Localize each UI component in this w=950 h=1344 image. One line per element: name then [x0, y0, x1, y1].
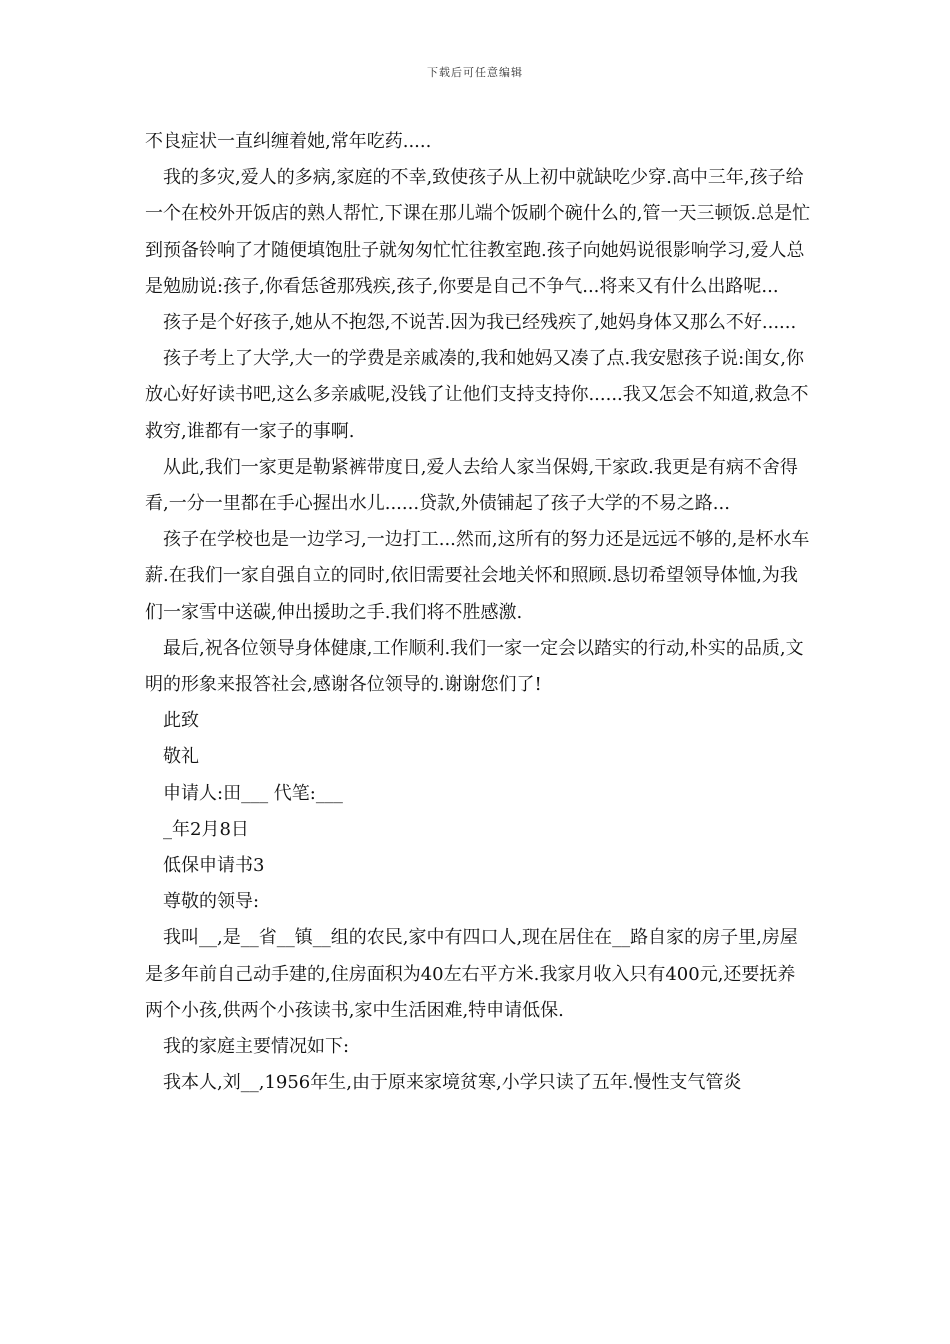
paragraph-7: 最后,祝各位领导身体健康,工作顺利.我们一家一定会以踏实的行动,朴实的品质,文明的形象来报答社会,感谢各位领导的.谢谢您们了! [145, 637, 804, 696]
paragraph-self: 我本人,刘__,1956年生,由于原来家境贫寒,小学只读了五年.慢性支气管炎 [163, 1072, 742, 1094]
paragraph-4: 孩子考上了大学,大一的学费是亲戚凑的,我和她妈又凑了点.我安慰孩子说:闺女,你放心好好读书吧,这么多亲戚呢,没钱了让他们支持支持你......我又怎会不知道,救急不救穷,谁都有一家子的事啊. [145, 348, 809, 442]
paragraph-3: 孩子是个好孩子,她从不抱怨,不说苦.因为我已经残疾了,她妈身体又那么不好...... [163, 312, 797, 334]
paragraph-5: 从此,我们一家更是勒紧裤带度日,爱人去给人家当保姆,干家政.我更是有病不舍得看,一分一里都在手心握出水儿......贷款,外债铺起了孩子大学的不易之路... [145, 456, 798, 515]
date-line: _年2月8日 [163, 818, 249, 840]
salutation: 尊敬的领导: [163, 891, 260, 913]
document-body [145, 124, 813, 1101]
closing-jingli: 敬礼 [163, 746, 199, 768]
page-header-note: 下载后可任意编辑 [427, 66, 523, 79]
paragraph-family-heading: 我的家庭主要情况如下: [163, 1036, 350, 1058]
closing-cizhi: 此致 [163, 710, 199, 732]
applicant-signature-line: 申请人:田___ 代笔:___ [163, 782, 343, 804]
paragraph-6: 孩子在学校也是一边学习,一边打工...然而,这所有的努力还是远远不够的,是杯水车薪.在我们一家自强自立的同时,依旧需要社会地关怀和照顾.恳切希望领导体恤,为我们一家雪中送碳,伸出援助之手.我们将不胜感激. [145, 529, 810, 623]
paragraph-2: 我的多灾,爱人的多病,家庭的不幸,致使孩子从上初中就缺吃少穿.高中三年,孩子给一个在校外开饭店的熟人帮忙,下课在那儿端个饭刷个碗什么的,管一天三顿饭.总是忙到预备铃响了才随便填饱肚子就匆匆忙忙往教室跑.孩子向她妈说很影响学习,爱人总是勉励说:孩子,你看恁爸那残疾,孩子,你要是自己不争气...将来又有什么出路呢... [145, 167, 811, 297]
paragraph-1: 不良症状一直纠缠着她,常年吃药..... [145, 131, 432, 152]
paragraph-intro: 我叫__,是__省__镇__组的农民,家中有四口人,现在居住在__路自家的房子里,房屋是多年前自己动手建的,住房面积为40左右平方米.我家月收入只有400元,还要抚养两个小孩,供两个小孩读书,家中生活困难,特申请低保. [145, 927, 798, 1021]
section-title: 低保申请书3 [163, 855, 265, 877]
